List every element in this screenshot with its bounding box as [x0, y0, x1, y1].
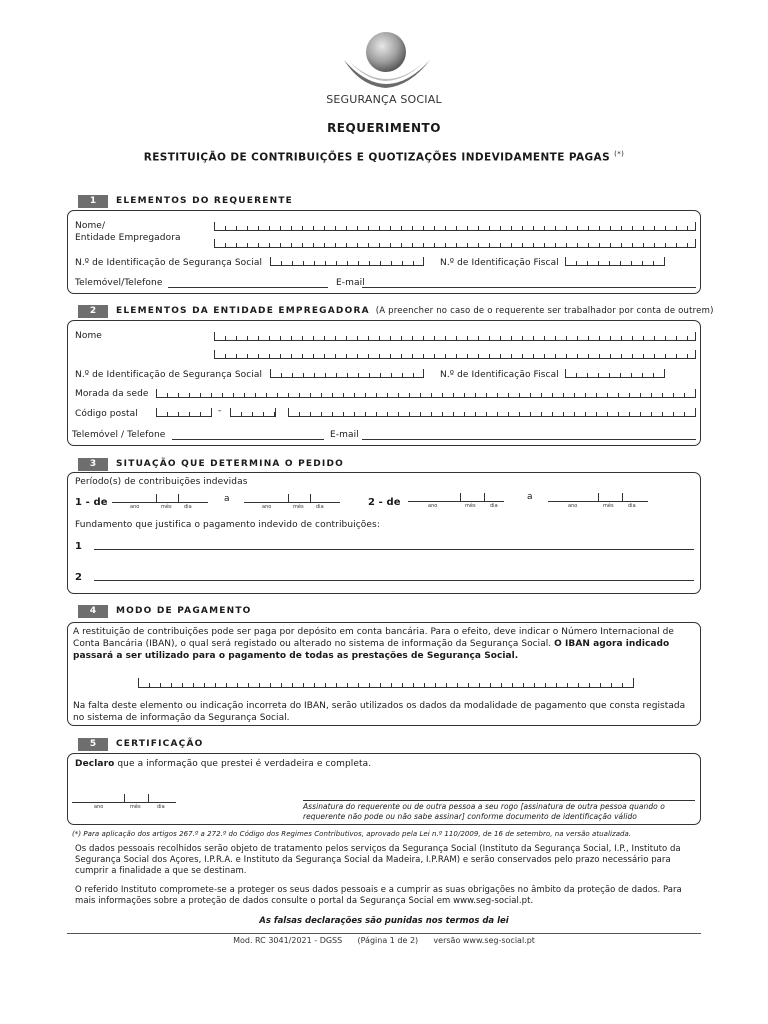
section-4-header: [78, 604, 252, 618]
section-number: 3: [78, 458, 108, 471]
seguranca-social-logo-icon: [330, 30, 450, 96]
entidade-nif-field[interactable]: [565, 369, 665, 378]
logo-text: SEGURANÇA SOCIAL: [326, 93, 442, 106]
label-nif: N.º de Identificação Fiscal: [440, 258, 559, 268]
section-number: 1: [78, 195, 108, 208]
iban-field[interactable]: [138, 678, 634, 688]
periodo-1-de-date[interactable]: ano mês dia: [112, 494, 208, 508]
iban-text: [73, 626, 697, 662]
localidade-field[interactable]: [288, 408, 696, 417]
label-email: E-mail: [330, 430, 359, 440]
section-title: ELEMENTOS DA ENTIDADE EMPREGADORA: [116, 306, 370, 316]
periodo-2-a-date[interactable]: ano mês dia: [548, 493, 648, 507]
declaro-bold: Declaro: [75, 759, 115, 769]
section-title: CERTIFICAÇÃO: [116, 739, 204, 749]
page-title: REQUERIMENTO: [327, 121, 441, 135]
label-a: a: [527, 492, 533, 502]
label-nif: N.º de Identificação Fiscal: [440, 370, 559, 380]
label-fundamento: Fundamento que justifica o pagamento indevido de contribuições:: [75, 520, 380, 530]
iban-text-a: A restituição de contribuições pode ser paga por depósito em conta bancária. Para o efeito, deve indicar o Número Internacional de Conta Bancária (IBAN), o qual será registado ou alterado no sistema de informação da Segurança Social.: [73, 627, 674, 649]
entidade-niss-field[interactable]: [270, 369, 424, 378]
footnote: (*) Para aplicação dos artigos 267.º a 272.º do Código dos Regimes Contributivos, aprovado pela Lei n.º 110/2009, de 16 de setembro, na versão atualizada.: [72, 830, 632, 838]
entidade-nome-row-2[interactable]: [214, 350, 696, 359]
privacy-text-2: O referido Instituto compromete-se a proteger os seus dados pessoais e a cumprir as suas obrigações no âmbito da proteção de dados. Para mais informações sobre a proteção de dados consulte o portal da Segurança Social em www.seg-social.pt.: [75, 885, 682, 906]
niss-field[interactable]: [270, 257, 424, 266]
section-3-box: [67, 472, 701, 594]
fundamento-line-2-label: 2: [75, 572, 83, 583]
privacy-text-1: Os dados pessoais recolhidos serão objeto de tratamento pelos serviços da Segurança Social (Instituto da Segurança Social, I.P., Instituto da Segurança Social dos Açores, I.P.R.A. e Instituto da Segurança Social da Madeira, I.P.RAM) e serão conservados pelo prazo necessário para cumprir a finalidade a que se destinam.: [75, 844, 681, 876]
label-periodo-1: 1 - de: [75, 497, 108, 508]
section-number: 5: [78, 738, 108, 751]
declaro-text: [75, 759, 371, 769]
label-periodos: Período(s) de contribuições indevidas: [75, 477, 248, 487]
nome-field-row-1[interactable]: [214, 222, 696, 231]
section-5-header: [78, 737, 203, 751]
subtitle-note: (*): [614, 150, 625, 158]
label-nome: Nome: [75, 331, 102, 341]
assinatura-caption: Assinatura do requerente ou de outra pessoa a seu rogo [assinatura de outra pessoa quando o requerente não pode ou não sabe assinar] conforme documento de identificação válido: [303, 802, 665, 821]
declaro-rest: que a informação que prestei é verdadeira e completa.: [117, 759, 372, 769]
codigo-postal-part-1[interactable]: [156, 408, 212, 417]
section-title: ELEMENTOS DO REQUERENTE: [116, 196, 294, 206]
section-title: MODO DE PAGAMENTO: [116, 606, 252, 616]
label-nome: Nome/: [75, 221, 106, 231]
section-number: 2: [78, 305, 108, 318]
page-subtitle: [0, 150, 768, 164]
fundamento-line-2[interactable]: [94, 580, 694, 581]
nif-field[interactable]: [565, 257, 665, 266]
iban-text-b: O IBAN agora indicado passará a ser utilizado para o pagamento de todas as prestações de Segurança Social.: [73, 639, 670, 661]
section-number: 4: [78, 605, 108, 618]
email-field[interactable]: [362, 287, 696, 288]
morada-field[interactable]: [156, 389, 696, 398]
label-niss: N.º de Identificação de Segurança Social: [75, 258, 263, 268]
entidade-email-field[interactable]: [362, 439, 696, 440]
entidade-telefone-field[interactable]: [172, 439, 324, 440]
codigo-separator: -: [218, 406, 222, 416]
fundamento-line-1[interactable]: [94, 549, 694, 550]
label-periodo-2: 2 - de: [368, 497, 401, 508]
section-2-header: [78, 304, 714, 318]
iban-fallback-text: Na falta deste elemento ou indicação incorreta do IBAN, serão utilizados os dados da modalidade de pagamento que consta registada no sistema de informação da Segurança Social.: [73, 701, 686, 723]
section-title: SITUAÇÃO QUE DETERMINA O PEDIDO: [116, 459, 345, 469]
label-telefone: Telemóvel / Telefone: [72, 430, 166, 440]
subtitle-text: RESTITUIÇÃO DE CONTRIBUIÇÕES E QUOTIZAÇÕES INDEVIDAMENTE PAGAS: [143, 151, 611, 164]
assinatura-line[interactable]: [303, 800, 695, 801]
fundamento-line-1-label: 1: [75, 541, 83, 552]
label-telefone: Telemóvel/Telefone: [75, 278, 163, 288]
telefone-field[interactable]: [168, 287, 328, 288]
label-codigo-postal: Código postal: [75, 409, 138, 419]
certificacao-date[interactable]: ano mês dia: [72, 794, 176, 808]
label-a: a: [224, 494, 230, 504]
label-morada: Morada da sede: [75, 389, 149, 399]
section-3-header: [78, 457, 344, 471]
footer-text: Mod. RC 3041/2021 - DGSS (Página 1 de 2) versão www.seg-social.pt: [233, 936, 535, 945]
periodo-1-a-date[interactable]: ano mês dia: [244, 494, 340, 508]
codigo-postal-part-2[interactable]: [230, 408, 276, 417]
label-entidade: Entidade Empregadora: [75, 233, 181, 243]
footer-divider: [67, 933, 701, 934]
entidade-nome-row-1[interactable]: [214, 332, 696, 341]
label-email: E-mail: [336, 278, 365, 288]
label-niss: N.º de Identificação de Segurança Social: [75, 370, 263, 380]
periodo-2-de-date[interactable]: ano mês dia: [408, 493, 504, 507]
section-note: (A preencher no caso de o requerente ser trabalhador por conta de outrem): [375, 306, 714, 316]
section-1-header: [78, 194, 293, 208]
warning-text: As falsas declarações são punidas nos termos da lei: [259, 916, 509, 926]
nome-field-row-2[interactable]: [214, 239, 696, 248]
